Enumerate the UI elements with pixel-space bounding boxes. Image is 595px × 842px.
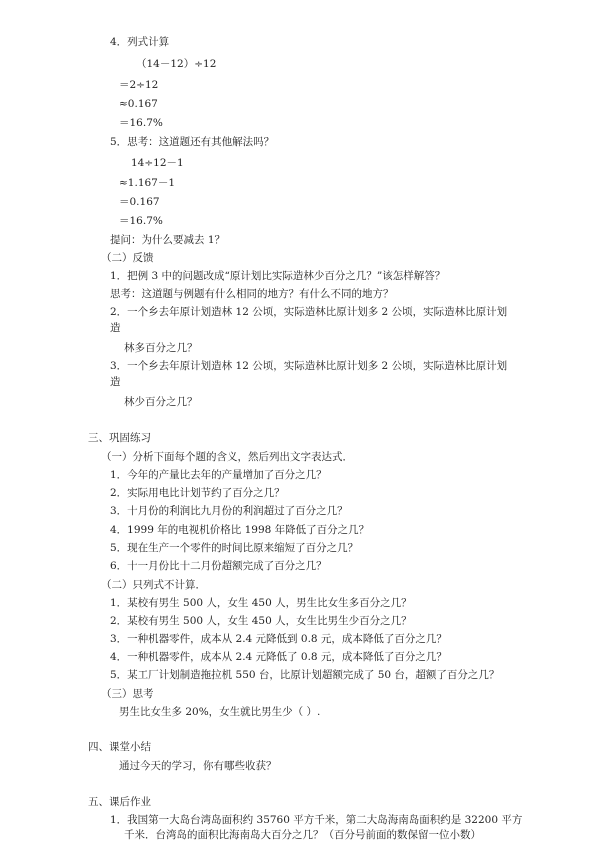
question-line: 提问：为什么要减去 1？ [110, 234, 226, 246]
homework-item: 1．我国第一大岛台湾岛面积约 35760 平方千米，第二大岛海南岛面积约是 32200 平方 [110, 814, 523, 826]
subsection-heading: （一）分析下面每个题的含义，然后列出文字表达式． [101, 451, 353, 463]
calc-step: ＝0.167 [119, 196, 160, 208]
subsection-heading: （三）思考 [101, 688, 154, 700]
exercise-item-wrap: 林少百分之几？ [124, 396, 198, 408]
summary-question: 通过今天的学习，你有哪些收获？ [119, 760, 277, 772]
calc-step: ＝2÷12 [119, 79, 159, 91]
subsection-heading: （二）反馈 [101, 252, 154, 264]
exercise-item: 2．一个乡去年原计划造林 12 公顷，实际造林比原计划多 2 公顷，实际造林比原计划 [110, 306, 508, 318]
section-heading: 三、巩固练习 [88, 432, 151, 444]
exercise-item: 4．一种机器零件，成本从 2.4 元降低了 0.8 元，成本降低了百分之几？ [110, 651, 447, 663]
homework-item-wrap: 千米．台湾岛的面积比海南岛大百分之几？（百分号前面的数保留一位小数） [124, 829, 481, 841]
thinking-question: 男生比女生多 20%，女生就比男生少（ ）. [119, 706, 321, 718]
subsection-heading: （二）只列式不计算． [101, 579, 206, 591]
section-heading: 五、课后作业 [88, 796, 151, 808]
calc-step: ≈1.167－1 [119, 177, 176, 189]
exercise-item: 1．把例 3 中的问题改成“原计划比实际造林少百分之几？”该怎样解答？ [110, 270, 446, 282]
item-4-heading: 4．列式计算 [110, 36, 170, 48]
calc-step: ≈0.167 [119, 98, 158, 110]
calc-step: ＝16.7% [119, 215, 163, 227]
exercise-item: 6．十一月份比十二月份超额完成了百分之几？ [110, 560, 327, 572]
section-heading: 四、课堂小结 [88, 741, 151, 753]
exercise-item: 2．实际用电比计划节约了百分之几？ [110, 487, 285, 499]
exercise-item-wrap: 林多百分之几？ [124, 342, 198, 354]
calc-step: ＝16.7% [119, 117, 163, 129]
exercise-item: 1．某校有男生 500 人，女生 450 人，男生比女生多百分之几？ [110, 597, 412, 609]
exercise-item: 4．1999 年的电视机价格比 1998 年降低了百分之几？ [110, 524, 370, 536]
expression-line: （14－12）÷12 [136, 58, 217, 70]
exercise-item: 1．今年的产量比去年的产量增加了百分之几？ [110, 469, 327, 481]
item-5-heading: 5．思考：这道题还有其他解法吗？ [110, 136, 275, 148]
exercise-item: 3．十月份的利润比九月份的利润超过了百分之几？ [110, 505, 348, 517]
exercise-item: 2．某校有男生 500 人，女生 450 人，女生比男生少百分之几？ [110, 615, 412, 627]
expression-line: 14÷12－1 [131, 157, 184, 169]
exercise-item-wrap: 造 [110, 376, 121, 388]
exercise-item: 3．一个乡去年原计划造林 12 公顷，实际造林比原计划多 2 公顷，实际造林比原计划 [110, 360, 508, 372]
exercise-item: 5．现在生产一个零件的时间比原来缩短了百分之几？ [110, 542, 359, 554]
exercise-item: 3．一种机器零件，成本从 2.4 元降低到 0.8 元，成本降低了百分之几？ [110, 633, 447, 645]
exercise-item: 5．某工厂计划制造拖拉机 550 台，比原计划超额完成了 50 台，超额了百分之几？ [110, 669, 500, 681]
exercise-item-wrap: 造 [110, 322, 121, 334]
exercise-note: 思考：这道题与例题有什么相同的地方？有什么不同的地方？ [110, 288, 394, 300]
